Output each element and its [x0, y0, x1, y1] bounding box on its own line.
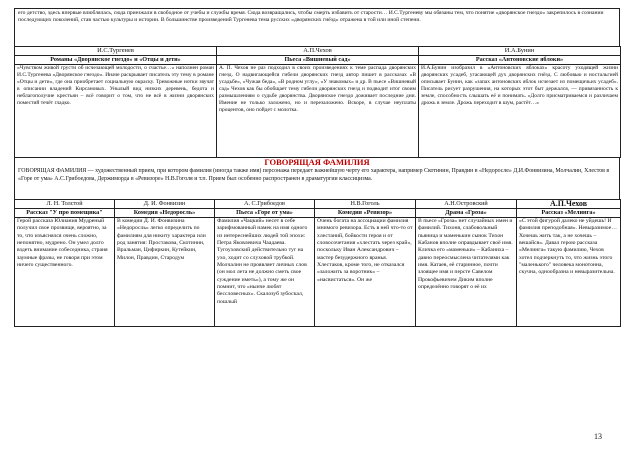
section-banner: ГОВОРЯЩАЯ ФАМИЛИЯ: [14, 158, 620, 168]
document-page: [14, 8, 620, 327]
content-cell: В пьесе «Гроза» нет случайных имен и фамилий. Тихоня, слабовольный пьяница и маменькин сынок Тихон Кабанов вполне оправдывает своё имя. Кличка его «маменьки» – Кабаниха – давно переосмыслена читателями как имя. Катаев, её старинное, почти злоящее имя и персте Савелом Прокофьевичем Диким вполне определённо говорят о её их: [416, 218, 517, 327]
content-cell: «Чувством живой грусти об исчезающей молодости, о счастье…» наполнен роман И.С.Тургенева «Дворянское гнездо». Иначе раскрывает писатель эту тему в романе «Отцы и дети», где она приобретает социальную окраску. Тревожные нотки звучат в описании владений Кирсановых. Унылый вид низких деревень, бедота и неблагополучие крестьян – всё говорит о том, что не всё в жизни дворянских поместий течёт гладко.: [15, 65, 217, 158]
definition-paragraph: ГОВОРЯЩАЯ ФАМИЛИЯ — художественный прием, при котором фамилия (иногда также имя) персонажа передает важнейшую черту его характера, например Скотинин, Правдин в «Недоросле» Д.И.Фонвизина, Молчалин, Хлестов в «Горе от ума» А.С.Грибоедова, Держиморда в «Ревизоре» Н.В.Гоголя и т.п. Прием был особенно распространен в драматургии классицизма.: [14, 168, 620, 199]
content-cell: Очень богата на ассоциации фамилия мнимого ревизора. Есть в ней что-то от хлестаний, бойкости героя и от словосочетания «хлестать через край», поскольку Иван Александрович – мастер безудержного вранья. Хлестаков, кроме того, не отказался «заложить за воротник» – «насвистаться». Он же: [315, 218, 416, 327]
author-cell: И.С.Тургенев: [15, 47, 217, 56]
author-cell: А.Н.Островский: [416, 200, 517, 209]
names-table: [14, 199, 621, 327]
author-row: [15, 200, 621, 209]
work-cell: Рассказ «Антоновские яблоки»: [419, 56, 621, 65]
content-row: [15, 65, 621, 158]
work-cell: Комедия «Ревизор»: [315, 209, 416, 218]
work-cell: Комедия «Недоросль»: [115, 209, 215, 218]
author-cell: А.П.Чехов: [517, 200, 621, 209]
work-cell: Пьеса «Горе от ума»: [215, 209, 315, 218]
work-cell: Рассказ «Мелинга»: [517, 209, 621, 218]
content-cell: А. П. Чехов не раз подходил в своих произведениях к теме распада дворянских гнезд. О надвигающейся гибели дворянских гнезд автор пишет в рассказах «В усадьбе», «Чужая беда», «В родном углу», «У знакомых» и др. В пьесе «Вишневый сад» Чехов как бы обобщает тему гибели дворянских гнезд и подводит итог своим размышлениям о судьбе дворянства. Дворянское гнездо доживает последние дни. Имение не только заложено, но и перезаложено. Вскоре, в случае неуплаты процентов, оно пойдет с молотка.: [217, 65, 419, 158]
content-cell: И.А.Бунин изобразил в «Антоновских яблоках» красоту уходящей жизни дворянских усадеб, угасающей дух дворянских гнёзд. С любовью и ностальгией описывает Бунин, как «запах антоновских яблок исчезает из помещичьих усадеб». Писатель рисует разрушения, на которых этот быт держался, — привязанность к земле, способность слышать её и понимать. «Долго присматриваемся и различаем дрожь в земле. Дрожь переходит в шум, растёт…»: [419, 65, 621, 158]
author-cell: А. С.Грибоедов: [215, 200, 315, 209]
content-cell: «С этой фигурой далеко не уйдешь! И фамилия преподобная». Невыразимое… Хочешь жить так, а не хочешь – вешайся». Давал герою рассказа «Мелинга» такую фамилию, Чехов хотел подчеркнуть то, что жизнь этого "маленького" человека монотонна, скучна, однообразна и невыразительна.: [517, 218, 621, 327]
work-row: [15, 209, 621, 218]
author-cell: Д. И. Фонвизин: [115, 200, 215, 209]
content-row: [15, 218, 621, 327]
content-cell: Герой рассказа Юлиания Мудреный получил свое прозвище, вероятно, за то, что изъяснялся очень сложно, непонятно, мудрено. Он умел долго вздеть внимание собеседника, страня заумные фразы, не говоря при этом ничего существенного.: [15, 218, 115, 327]
work-cell: Рассказ "У про помещика": [15, 209, 115, 218]
author-cell: Н.В.Гоголь: [315, 200, 416, 209]
work-cell: Романы «Дворянское гнездо» и «Отцы и дети»: [15, 56, 217, 65]
intro-paragraph: его детство, здесь впервые влюблялась, сюда приезжали в свободное от учебы и службы время. Сюда возвращались, чтобы смерть избавить от старости… И.С.Тургеневу мы обязаны тем, что понятие «дворянское гнездо» закрепилось в сознании последующих поколений, став частью культуры и истории. В большинстве произведений Тургенева тема русских «дворянских гнёзд» отражена в той или иной степени.: [14, 8, 620, 46]
author-cell: И.А.Бунин: [419, 47, 621, 56]
estates-table: [14, 46, 621, 158]
author-row: [15, 47, 621, 56]
content-cell: В комедии Д. И. Фонвизина «Недоросль» легко определить по фамилиям для никиту характера или род занятия: Простакова, Скотинин, Вральман, Цифиркин, Кутейкин, Милон, Правдин, Стародум: [115, 218, 215, 327]
author-cell: А.П.Чехов: [217, 47, 419, 56]
content-cell: Фамилия «Чацкий» несет в себе зарифмованный намек на имя одного из интереснейших людей той эпохи: Петра Яковлевича Чаадаева. Тугоуховский действительно туг на ухо, ходит со слуховой трубкой. Молчалин не проявляет личных слов (он мол лета не должно сметь свое суждение иметь»), а тому же он помнит, что «нынче любят бессловесных». Скалозуб зубоскал, пошлый: [215, 218, 315, 327]
page-number: 13: [594, 432, 602, 441]
work-row: [15, 56, 621, 65]
work-cell: Пьеса «Вишневый сад»: [217, 56, 419, 65]
work-cell: Драма «Гроза»: [416, 209, 517, 218]
author-cell: Л. Н. Толстой: [15, 200, 115, 209]
